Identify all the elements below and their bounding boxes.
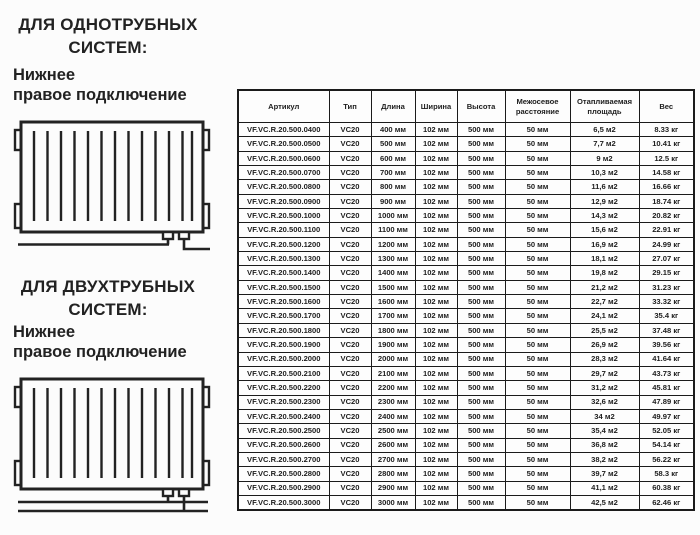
table-cell: 50 мм [505,166,570,180]
table-cell: 50 мм [505,180,570,194]
table-row [238,180,694,194]
table-cell: VC20 [329,252,371,266]
table-cell: 500 мм [457,309,505,323]
table-cell: 102 мм [415,309,457,323]
table-cell: 39.56 кг [639,338,694,352]
table-cell: VC20 [329,438,371,452]
table-cell: 21,2 м2 [570,280,639,294]
table-cell: 49.97 кг [639,409,694,423]
two-pipe-section-title [10,275,206,321]
table-cell: VF.VC.R.20.500.1400 [238,266,329,280]
table-cell: 1500 мм [371,280,415,294]
table-cell: 500 мм [371,137,415,151]
table-cell: 102 мм [415,295,457,309]
table-cell: 50 мм [505,338,570,352]
table-cell: 39,7 м2 [570,467,639,481]
table-cell: 1100 мм [371,223,415,237]
table-row [238,366,694,380]
table-row [238,237,694,251]
table-row [238,209,694,223]
table-cell: 1700 мм [371,309,415,323]
table-cell: 7,7 м2 [570,137,639,151]
table-cell: 10,3 м2 [570,166,639,180]
column-header-length: Длина [371,90,415,123]
table-cell: VF.VC.R.20.500.2400 [238,409,329,423]
table-row [238,137,694,151]
table-row [238,123,694,137]
table-cell: VF.VC.R.20.500.2900 [238,481,329,495]
radiator-two-pipe-diagram-icon [12,376,212,518]
table-cell: 102 мм [415,137,457,151]
table-cell: 50 мм [505,381,570,395]
table-cell: 50 мм [505,395,570,409]
title-line: СИСТЕМ: [68,300,148,319]
table-cell: VF.VC.R.20.500.2200 [238,381,329,395]
table-cell: 26,9 м2 [570,338,639,352]
table-cell: 50 мм [505,123,570,137]
table-cell: 600 мм [371,151,415,165]
table-cell: 2600 мм [371,438,415,452]
table-cell: 9 м2 [570,151,639,165]
table-cell: 34 м2 [570,409,639,423]
table-cell: 500 мм [457,352,505,366]
column-header-type: Тип [329,90,371,123]
table-cell: 700 мм [371,166,415,180]
table-cell: VF.VC.R.20.500.0600 [238,151,329,165]
table-cell: VC20 [329,409,371,423]
table-cell: 102 мм [415,194,457,208]
column-header-axial-distance: Межосевое расстояние [505,90,570,123]
one-pipe-subtitle [13,66,223,105]
table-cell: VC20 [329,323,371,337]
table-cell: 19,8 м2 [570,266,639,280]
table-cell: VF.VC.R.20.500.2800 [238,467,329,481]
table-cell: 102 мм [415,481,457,495]
table-cell: 500 мм [457,409,505,423]
title-line: СИСТЕМ: [68,38,148,57]
table-cell: 1900 мм [371,338,415,352]
table-cell: 11,6 м2 [570,180,639,194]
table-cell: VC20 [329,209,371,223]
table-row [238,309,694,323]
table-cell: 102 мм [415,452,457,466]
table-cell: 24.99 кг [639,237,694,251]
table-cell: 14,3 м2 [570,209,639,223]
table-cell: 50 мм [505,424,570,438]
table-cell: VF.VC.R.20.500.1600 [238,295,329,309]
table-cell: 2800 мм [371,467,415,481]
table-cell: 2900 мм [371,481,415,495]
table-cell: 1400 мм [371,266,415,280]
table-cell: 50 мм [505,295,570,309]
table-cell: 6,5 м2 [570,123,639,137]
table-cell: 31,2 м2 [570,381,639,395]
table-cell: 102 мм [415,252,457,266]
table-cell: 500 мм [457,495,505,510]
table-cell: VF.VC.R.20.500.2300 [238,395,329,409]
table-cell: 18,1 м2 [570,252,639,266]
table-cell: 50 мм [505,209,570,223]
table-cell: 500 мм [457,366,505,380]
column-header-weight: Вес [639,90,694,123]
table-cell: 50 мм [505,280,570,294]
table-cell: VC20 [329,395,371,409]
table-cell: 900 мм [371,194,415,208]
spec-table-container [237,89,695,511]
table-cell: 50 мм [505,467,570,481]
table-cell: 28,3 м2 [570,352,639,366]
table-cell: 102 мм [415,381,457,395]
table-cell: VC20 [329,309,371,323]
table-cell: 102 мм [415,366,457,380]
table-cell: VC20 [329,295,371,309]
table-cell: 50 мм [505,223,570,237]
table-row [238,381,694,395]
table-row [238,266,694,280]
table-cell: 43.73 кг [639,366,694,380]
table-cell: 50 мм [505,252,570,266]
table-cell: 50 мм [505,323,570,337]
table-cell: 54.14 кг [639,438,694,452]
table-cell: 500 мм [457,452,505,466]
table-cell: 2700 мм [371,452,415,466]
one-pipe-section-title [10,13,206,59]
table-row [238,424,694,438]
table-cell: 32,6 м2 [570,395,639,409]
table-header-row [238,90,694,123]
table-cell: VF.VC.R.20.500.0400 [238,123,329,137]
subtitle-line: Нижнее [13,66,76,84]
table-cell: VC20 [329,352,371,366]
table-cell: VC20 [329,452,371,466]
table-cell: 1800 мм [371,323,415,337]
table-cell: VF.VC.R.20.500.2700 [238,452,329,466]
table-cell: 500 мм [457,381,505,395]
column-header-heated-area: Отапливаемая площадь [570,90,639,123]
table-body [238,123,694,511]
table-row [238,409,694,423]
table-cell: 47.89 кг [639,395,694,409]
table-cell: 500 мм [457,424,505,438]
table-cell: VF.VC.R.20.500.2600 [238,438,329,452]
table-cell: 50 мм [505,237,570,251]
table-cell: 500 мм [457,194,505,208]
table-cell: 20.82 кг [639,209,694,223]
table-cell: 500 мм [457,223,505,237]
table-cell: 102 мм [415,338,457,352]
table-cell: VC20 [329,280,371,294]
table-cell: 50 мм [505,452,570,466]
table-cell: VC20 [329,180,371,194]
table-cell: VC20 [329,495,371,510]
table-row [238,252,694,266]
table-row [238,295,694,309]
table-cell: 102 мм [415,495,457,510]
table-cell: 35.4 кг [639,309,694,323]
table-cell: VC20 [329,424,371,438]
table-cell: 102 мм [415,424,457,438]
table-cell: 42,5 м2 [570,495,639,510]
table-cell: 52.05 кг [639,424,694,438]
table-cell: 1600 мм [371,295,415,309]
table-cell: 3000 мм [371,495,415,510]
table-cell: 31.23 кг [639,280,694,294]
table-cell: 500 мм [457,295,505,309]
table-row [238,467,694,481]
title-line: ДЛЯ ОДНОТРУБНЫХ [18,15,198,34]
table-cell: 500 мм [457,395,505,409]
table-row [238,352,694,366]
table-row [238,495,694,510]
table-cell: 800 мм [371,180,415,194]
table-cell: 37.48 кг [639,323,694,337]
table-row [238,166,694,180]
table-cell: VF.VC.R.20.500.3000 [238,495,329,510]
table-cell: 500 мм [457,123,505,137]
table-cell: 102 мм [415,166,457,180]
table-cell: 29.15 кг [639,266,694,280]
table-cell: VF.VC.R.20.500.1700 [238,309,329,323]
table-cell: 2500 мм [371,424,415,438]
table-cell: VC20 [329,381,371,395]
table-cell: 60.38 кг [639,481,694,495]
table-cell: 8.33 кг [639,123,694,137]
table-cell: 16.66 кг [639,180,694,194]
table-row [238,481,694,495]
table-cell: 2000 мм [371,352,415,366]
table-cell: VF.VC.R.20.500.1300 [238,252,329,266]
table-cell: 102 мм [415,395,457,409]
table-cell: 102 мм [415,409,457,423]
table-cell: 41,1 м2 [570,481,639,495]
table-cell: 1000 мм [371,209,415,223]
column-header-article: Артикул [238,90,329,123]
table-cell: 102 мм [415,352,457,366]
table-cell: 102 мм [415,237,457,251]
table-cell: VC20 [329,481,371,495]
table-cell: 102 мм [415,280,457,294]
table-cell: 102 мм [415,438,457,452]
table-cell: VF.VC.R.20.500.1800 [238,323,329,337]
table-cell: 400 мм [371,123,415,137]
table-cell: 500 мм [457,180,505,194]
table-cell: 102 мм [415,123,457,137]
table-cell: VF.VC.R.20.500.2100 [238,366,329,380]
table-cell: VC20 [329,223,371,237]
title-line: ДЛЯ ДВУХТРУБНЫХ [20,277,196,296]
table-cell: 2100 мм [371,366,415,380]
table-cell: 62.46 кг [639,495,694,510]
radiator-single-pipe-diagram-icon [12,118,212,254]
table-cell: VF.VC.R.20.500.1100 [238,223,329,237]
table-cell: 22,7 м2 [570,295,639,309]
table-cell: 500 мм [457,137,505,151]
radiator-single-pipe-svg [12,118,212,254]
table-cell: 50 мм [505,409,570,423]
table-cell: 10.41 кг [639,137,694,151]
table-cell: VF.VC.R.20.500.1000 [238,209,329,223]
table-cell: 25,5 м2 [570,323,639,337]
table-cell: VF.VC.R.20.500.1500 [238,280,329,294]
table-cell: 500 мм [457,151,505,165]
table-row [238,395,694,409]
table-cell: 500 мм [457,467,505,481]
subtitle-line: Нижнее [13,323,76,341]
table-cell: 500 мм [457,166,505,180]
table-cell: VC20 [329,137,371,151]
table-cell: 102 мм [415,209,457,223]
table-cell: VC20 [329,166,371,180]
subtitle-line: правое подключение [13,342,187,361]
spec-table [237,89,695,511]
table-cell: 22.91 кг [639,223,694,237]
table-cell: VF.VC.R.20.500.1900 [238,338,329,352]
table-cell: 50 мм [505,309,570,323]
table-cell: 102 мм [415,467,457,481]
table-cell: 500 мм [457,323,505,337]
table-cell: VF.VC.R.20.500.0900 [238,194,329,208]
table-cell: 12.5 кг [639,151,694,165]
table-cell: 1200 мм [371,237,415,251]
table-cell: VC20 [329,123,371,137]
table-cell: 50 мм [505,194,570,208]
table-cell: VC20 [329,237,371,251]
table-cell: 56.22 кг [639,452,694,466]
table-cell: 50 мм [505,481,570,495]
table-cell: 15,6 м2 [570,223,639,237]
table-cell: 14.58 кг [639,166,694,180]
table-cell: 50 мм [505,151,570,165]
table-cell: VF.VC.R.20.500.0500 [238,137,329,151]
table-cell: 2400 мм [371,409,415,423]
table-cell: 500 мм [457,338,505,352]
table-cell: 16,9 м2 [570,237,639,251]
table-cell: VF.VC.R.20.500.2000 [238,352,329,366]
table-cell: 1300 мм [371,252,415,266]
table-cell: 41.64 кг [639,352,694,366]
table-cell: VC20 [329,338,371,352]
table-cell: 50 мм [505,137,570,151]
table-cell: 12,9 м2 [570,194,639,208]
table-cell: 24,1 м2 [570,309,639,323]
table-cell: 500 мм [457,252,505,266]
table-cell: VC20 [329,366,371,380]
table-cell: 50 мм [505,366,570,380]
table-cell: 36,8 м2 [570,438,639,452]
table-cell: 500 мм [457,481,505,495]
table-cell: VF.VC.R.20.500.0800 [238,180,329,194]
table-cell: 50 мм [505,438,570,452]
table-cell: 102 мм [415,266,457,280]
radiator-two-pipe-svg [12,376,212,518]
table-row [238,280,694,294]
table-cell: 500 мм [457,237,505,251]
table-cell: 2200 мм [371,381,415,395]
table-cell: 29,7 м2 [570,366,639,380]
table-cell: 2300 мм [371,395,415,409]
table-row [238,338,694,352]
table-cell: 102 мм [415,151,457,165]
table-cell: 50 мм [505,352,570,366]
table-cell: 38,2 м2 [570,452,639,466]
table-cell: 33.32 кг [639,295,694,309]
table-cell: 27.07 кг [639,252,694,266]
table-cell: VC20 [329,151,371,165]
column-header-height: Высота [457,90,505,123]
table-row [238,194,694,208]
table-cell: VC20 [329,194,371,208]
table-row [238,452,694,466]
table-cell: 500 мм [457,209,505,223]
subtitle-line: правое подключение [13,85,187,104]
table-cell: 102 мм [415,323,457,337]
table-cell: 58.3 кг [639,467,694,481]
table-cell: 50 мм [505,266,570,280]
table-header [238,90,694,123]
column-header-width: Ширина [415,90,457,123]
table-cell: VF.VC.R.20.500.1200 [238,237,329,251]
table-cell: VC20 [329,266,371,280]
two-pipe-subtitle [13,323,223,362]
table-cell: 102 мм [415,180,457,194]
table-cell: 500 мм [457,438,505,452]
table-cell: 45.81 кг [639,381,694,395]
table-cell: VC20 [329,467,371,481]
table-cell: 50 мм [505,495,570,510]
table-cell: 18.74 кг [639,194,694,208]
table-cell: 102 мм [415,223,457,237]
table-cell: 500 мм [457,280,505,294]
table-cell: 500 мм [457,266,505,280]
table-row [238,323,694,337]
table-row [238,151,694,165]
table-cell: 35,4 м2 [570,424,639,438]
table-cell: VF.VC.R.20.500.2500 [238,424,329,438]
table-row [238,223,694,237]
left-panel [0,0,232,535]
table-cell: VF.VC.R.20.500.0700 [238,166,329,180]
table-row [238,438,694,452]
